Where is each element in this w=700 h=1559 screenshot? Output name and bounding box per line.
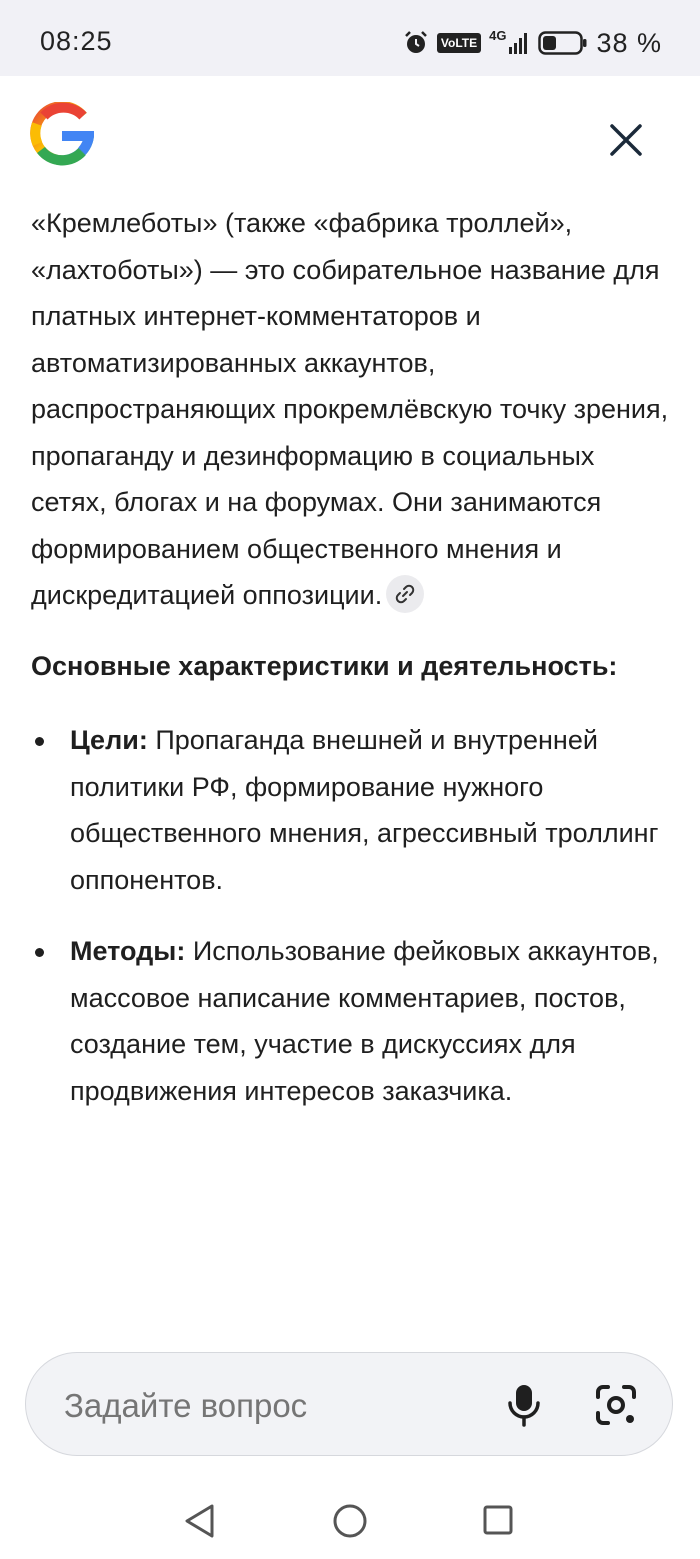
- bullet-text: Пропаганда внешней и внутренней политики РФ, формирование нужного общественного мнения, агрессивный троллинг оппонентов.: [70, 725, 659, 895]
- characteristics-list: [31, 717, 671, 1114]
- close-icon: [609, 123, 643, 157]
- status-time: 08:25: [40, 26, 113, 56]
- camera-lens-icon: [594, 1383, 638, 1427]
- close-button[interactable]: [596, 110, 656, 170]
- section-title: Основные характеристики и деятельность:: [31, 650, 618, 681]
- alarm-icon: [403, 30, 429, 56]
- network-type: 4G: [489, 27, 507, 43]
- nav-home-button[interactable]: [331, 1502, 369, 1540]
- header: [0, 76, 700, 196]
- ai-answer: [31, 200, 671, 1139]
- mic-icon: [502, 1381, 546, 1429]
- ask-input[interactable]: [62, 1383, 446, 1429]
- nav-recents-button[interactable]: [482, 1504, 514, 1536]
- google-g-logo: [30, 102, 94, 166]
- status-icons: [403, 26, 662, 60]
- ask-bar: [25, 1352, 673, 1456]
- source-link-button[interactable]: [386, 575, 424, 613]
- status-bar: [0, 0, 700, 76]
- battery-percent: 38 %: [596, 27, 662, 58]
- system-nav-bar: [0, 1480, 700, 1559]
- volte-badge: VoLTE: [437, 33, 481, 53]
- nav-back-button[interactable]: [182, 1502, 218, 1540]
- lens-search-button[interactable]: [594, 1383, 638, 1427]
- intro-text: «Кремлеботы» (также «фабрика троллей», «лахтоботы») — это собирательное название для платных интернет-комментаторов и автоматизированных аккаунтов, распространяющих прокремлёвскую точку зрения, пропаганду и дезинформацию в социальных сетях, блогах и на форумах. Они занимаются формированием общественного мнения и дискредитацией оппозиции.: [31, 208, 669, 610]
- link-icon: [395, 584, 415, 604]
- bullet-text: Использование фейковых аккаунтов, массовое написание комментариев, постов, создание тем, участие в дискуссиях для продвижения интересов заказчика.: [70, 936, 659, 1106]
- list-item: [31, 928, 671, 1114]
- voice-search-button[interactable]: [502, 1381, 546, 1429]
- list-item: [31, 717, 671, 903]
- signal-icon: [508, 31, 530, 55]
- bullet-label: Методы:: [70, 936, 186, 966]
- bullet-label: Цели:: [70, 725, 148, 755]
- answer-intro: [31, 200, 671, 619]
- bullet-dot: [35, 737, 44, 746]
- bullet-dot: [35, 948, 44, 957]
- battery-icon: [538, 30, 588, 56]
